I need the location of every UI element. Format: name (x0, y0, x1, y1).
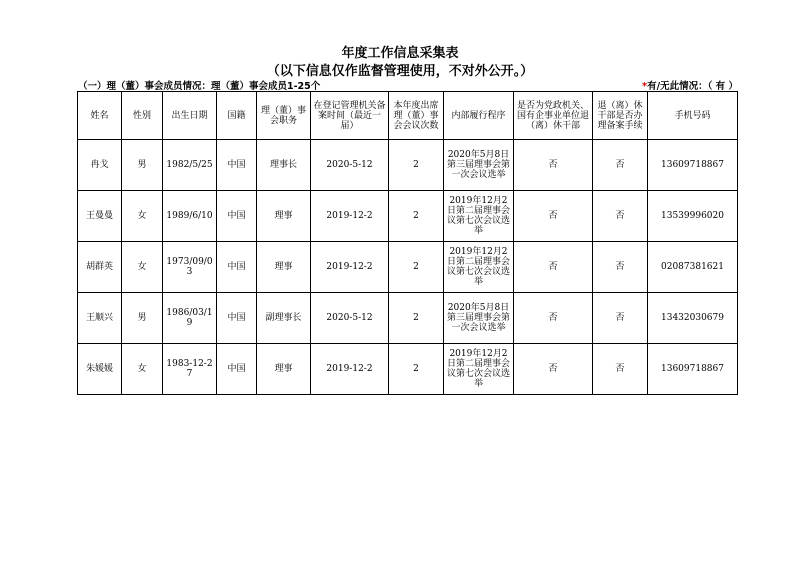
cell-retired: 否 (514, 140, 593, 191)
table-row (78, 344, 738, 395)
cell-birth: 1982/5/25 (163, 140, 217, 191)
table-row (78, 293, 738, 344)
cell-filing-date: 2020-5-12 (311, 293, 389, 344)
col-header-retired: 是否为党政机关、国有企事业单位退（离）休干部 (514, 92, 593, 140)
cell-procedure: 2020年5月8日第三届理事会第一次会议选举 (444, 293, 514, 344)
cell-attendance: 2 (389, 242, 444, 293)
cell-attendance: 2 (389, 140, 444, 191)
table-row (78, 242, 738, 293)
cell-birth: 1983-12-27 (163, 344, 217, 395)
cell-filed: 否 (593, 293, 648, 344)
col-header-attendance: 本年度出席理（董）事会会议次数 (389, 92, 444, 140)
cell-filed: 否 (593, 242, 648, 293)
cell-gender: 女 (122, 344, 163, 395)
cell-position: 理事长 (257, 140, 311, 191)
cell-filing-date: 2019-12-2 (311, 344, 389, 395)
cell-filed: 否 (593, 344, 648, 395)
cell-position: 理事 (257, 242, 311, 293)
cell-birth: 1973/09/03 (163, 242, 217, 293)
has-info-label: 有/无此情况： (647, 81, 708, 92)
cell-phone: 02087381621 (648, 242, 738, 293)
members-table (77, 91, 738, 395)
col-header-filed: 退（离）休干部是否办理备案手续 (593, 92, 648, 140)
cell-name: 冉戈 (78, 140, 122, 191)
cell-procedure: 2019年12月2日第二届理事会议第七次会议选举 (444, 344, 514, 395)
cell-phone: 13539996020 (648, 191, 738, 242)
section-label: （一）理（董）事会成员情况：理（董）事会成员1-25个 (78, 81, 321, 92)
cell-nationality: 中国 (217, 191, 257, 242)
cell-filing-date: 2019-12-2 (311, 242, 389, 293)
col-header-procedure: 内部履行程序 (444, 92, 514, 140)
cell-position: 理事 (257, 344, 311, 395)
col-header-birth: 出生日期 (163, 92, 217, 140)
cell-birth: 1989/6/10 (163, 191, 217, 242)
cell-phone: 13609718867 (648, 344, 738, 395)
cell-procedure: 2020年5月8日第三届理事会第一次会议选举 (444, 140, 514, 191)
cell-attendance: 2 (389, 191, 444, 242)
table-row (78, 191, 738, 242)
cell-name: 朱媛媛 (78, 344, 122, 395)
cell-name: 王顺兴 (78, 293, 122, 344)
col-header-filing-date: 在登记管理机关备案时间（最近一届） (311, 92, 389, 140)
page-subtitle: （以下信息仅作监督管理使用，不对外公开。） (266, 64, 534, 79)
cell-retired: 否 (514, 344, 593, 395)
cell-procedure: 2019年12月2日第二届理事会议第七次会议选举 (444, 191, 514, 242)
required-star: * (642, 81, 648, 92)
table-row (78, 140, 738, 191)
cell-procedure: 2019年12月2日第二届理事会议第七次会议选举 (444, 242, 514, 293)
cell-phone: 13432030679 (648, 293, 738, 344)
cell-gender: 女 (122, 191, 163, 242)
cell-position: 理事 (257, 191, 311, 242)
cell-gender: 男 (122, 293, 163, 344)
cell-phone: 13609718867 (648, 140, 738, 191)
cell-nationality: 中国 (217, 344, 257, 395)
cell-filing-date: 2020-5-12 (311, 140, 389, 191)
cell-attendance: 2 (389, 293, 444, 344)
page-title: 年度工作信息采集表 (341, 46, 459, 61)
col-header-nationality: 国籍 (217, 92, 257, 140)
cell-filing-date: 2019-12-2 (311, 191, 389, 242)
cell-nationality: 中国 (217, 293, 257, 344)
cell-attendance: 2 (389, 344, 444, 395)
cell-filed: 否 (593, 140, 648, 191)
cell-retired: 否 (514, 191, 593, 242)
cell-name: 胡群英 (78, 242, 122, 293)
cell-gender: 男 (122, 140, 163, 191)
col-header-phone: 手机号码 (648, 92, 738, 140)
cell-nationality: 中国 (217, 242, 257, 293)
table-header-row (78, 92, 738, 140)
has-info-value: （ 有 ） (707, 81, 738, 92)
cell-birth: 1986/03/19 (163, 293, 217, 344)
col-header-name: 姓名 (78, 92, 122, 140)
has-info-indicator (642, 78, 738, 92)
cell-gender: 女 (122, 242, 163, 293)
cell-retired: 否 (514, 242, 593, 293)
cell-filed: 否 (593, 191, 648, 242)
cell-name: 王曼曼 (78, 191, 122, 242)
cell-position: 副理事长 (257, 293, 311, 344)
col-header-gender: 性别 (122, 92, 163, 140)
col-header-position: 理（董）事会职务 (257, 92, 311, 140)
cell-retired: 否 (514, 293, 593, 344)
cell-nationality: 中国 (217, 140, 257, 191)
